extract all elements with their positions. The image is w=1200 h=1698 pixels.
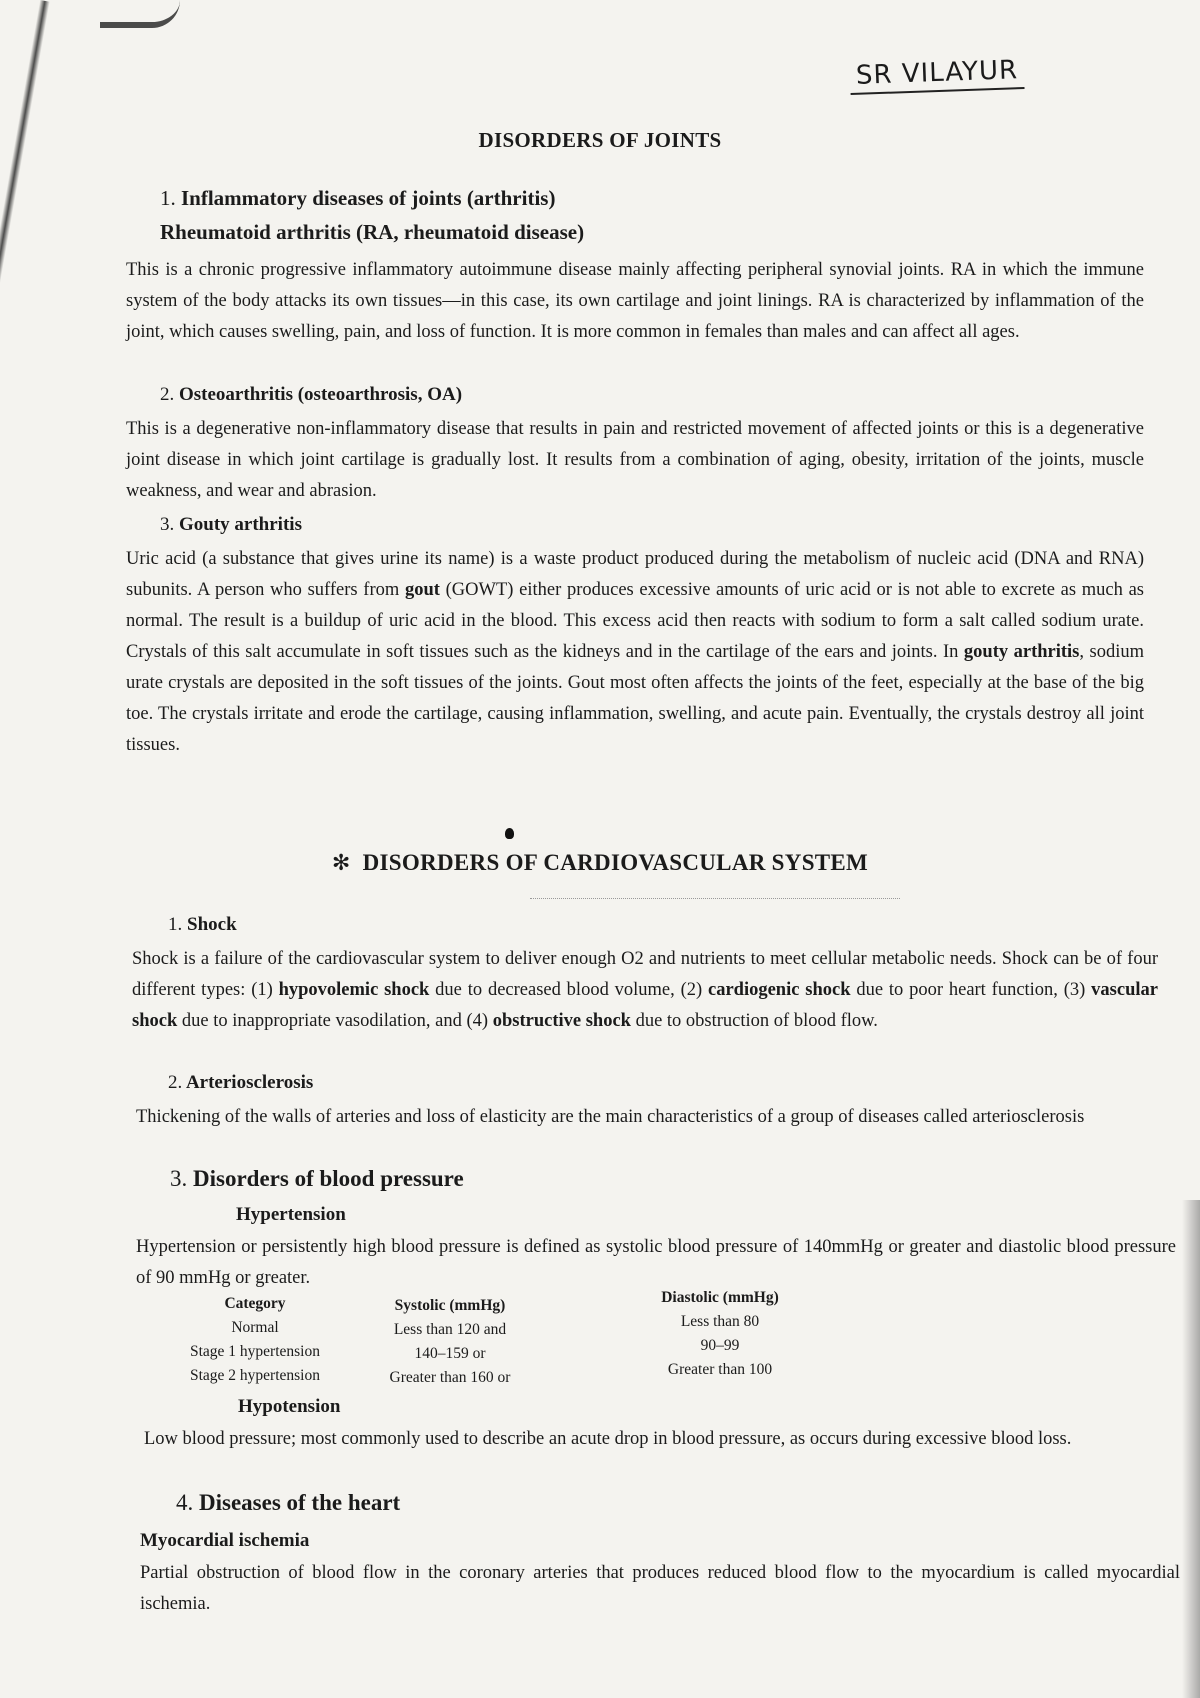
heading-number: 2.	[160, 384, 175, 405]
heading-blood-pressure	[170, 1166, 464, 1192]
heading-heart-diseases	[176, 1490, 400, 1516]
term-vascular-shock: vascular shock	[132, 980, 1158, 1031]
text-run: (GOWT) either produces excessive amounts of uric acid or is not able to excrete as much as normal. The result is a buildup of uric acid in the blood. This excess acid then reacts with sodium to form a salt called sodium urate. Crystals of this salt accumulate in soft tissues such as the kidneys and in the cartilage of the ears and joints. In	[126, 580, 1144, 662]
heading-gout	[160, 514, 302, 536]
heading-number: 4.	[176, 1490, 194, 1515]
corner-ink-mark	[100, 0, 180, 28]
heading-number: 3.	[170, 1166, 188, 1191]
paragraph-myocardial-ischemia: Partial obstruction of blood flow in the coronary arteries that produces reduced blood flow to the myocardium is called myocardial ischemia.	[140, 1563, 1180, 1614]
text-run: due to obstruction of blood flow.	[630, 1011, 878, 1031]
paragraph-ra: This is a chronic progressive inflammatory autoimmune disease mainly affecting peripheral synovial joints. RA in which the immune system of the body attacks its own tissues—in this case, its own cartilage and joint linings. RA is characterized by inflammation of the joint, which causes swelling, pain, and loss of function. It is more common in females than males and can affect all ages.	[126, 260, 1144, 342]
table-cell: Less than 120 and	[393, 1321, 507, 1338]
table-header: Category	[224, 1295, 286, 1312]
heading-text: Disorders of blood pressure	[193, 1166, 464, 1191]
ink-dot	[505, 828, 514, 839]
dotted-divider	[530, 898, 900, 899]
section-title-joints: DISORDERS OF JOINTS	[478, 128, 722, 152]
heading-text: Gouty arthritis	[179, 514, 302, 535]
text-run: due to inappropriate vasodilation, and (4)	[177, 1011, 493, 1031]
paragraph-arteriosclerosis: Thickening of the walls of arteries and loss of elasticity are the main characteristics of a group of diseases called arteriosclerosis	[136, 1107, 1085, 1127]
paragraph-shock	[132, 944, 1158, 1037]
text-run: Uric acid (a substance that gives urine its name) is a waste product produced during the metabolism of nucleic acid (DNA and RNA) subunits. A person who suffers from	[126, 549, 1144, 600]
table-column-category	[170, 1292, 340, 1388]
term-gouty-arthritis: gouty arthritis	[963, 642, 1080, 662]
term-cardiogenic-shock: cardiogenic shock	[708, 980, 851, 1000]
table-cell: Greater than 100	[667, 1361, 773, 1378]
section-title-cardiovascular	[0, 850, 1200, 876]
heading-shock	[168, 914, 237, 936]
heading-text: Shock	[187, 914, 237, 935]
term-obstructive-shock: obstructive shock	[492, 1011, 631, 1031]
heading-number: 2.	[168, 1072, 183, 1093]
heading-hypertension: Hypertension	[236, 1204, 346, 1225]
text-run: due to decreased blood volume, (2)	[429, 980, 708, 1000]
table-header: Systolic (mmHg)	[394, 1297, 506, 1314]
asterisk-icon: ✻	[331, 851, 351, 876]
scan-edge-shadow	[1182, 1200, 1200, 1698]
paragraph-hypertension: Hypertension or persistently high blood pressure is defined as systolic blood pressure of 140mmHg or greater and diastolic blood pressure of 90 mmHg or greater.	[136, 1237, 1176, 1288]
heading-ra: Rheumatoid arthritis (RA, rheumatoid disease)	[160, 220, 585, 244]
table-cell: 140–159 or	[414, 1345, 486, 1362]
heading-text: Inflammatory diseases of joints (arthritis)	[181, 186, 556, 210]
text-run: , sodium urate crystals are deposited in the soft tissues of the joints. Gout most often affects the joints of the feet, especially at the base of the big toe. The crystals irritate and erode the cartilage, causing inflammation, swelling, and acute pain. Eventually, the crystals destroy all joint tissues.	[126, 642, 1145, 755]
table-header: Diastolic (mmHg)	[661, 1289, 779, 1306]
heading-hypotension: Hypotension	[238, 1396, 341, 1417]
table-cell: Stage 2 hypertension	[189, 1367, 320, 1384]
term-gout: gout	[404, 580, 440, 600]
heading-number: 1.	[160, 186, 176, 210]
table-cell: Greater than 160 or	[389, 1369, 511, 1386]
heading-myocardial-ischemia: Myocardial ischemia	[140, 1530, 310, 1551]
term-hypovolemic-shock: hypovolemic shock	[278, 980, 430, 1000]
paragraph-hypotension: Low blood pressure; most commonly used to describe an acute drop in blood pressure, as occurs during excessive blood loss.	[144, 1429, 1072, 1449]
paragraph-oa: This is a degenerative non-inflammatory disease that results in pain and restricted movement of affected joints or this is a degenerative joint disease in which joint cartilage is gradually lost. It results from a combination of aging, obesity, irritation of the joints, muscle weakness, and wear and abrasion.	[126, 419, 1144, 501]
heading-number: 3.	[160, 514, 175, 535]
table-column-systolic	[365, 1294, 535, 1390]
text-run: Shock is a failure of the cardiovascular system to deliver enough O2 and nutrients to meet cellular metabolic needs. Shock can be of four different types: (1)	[132, 949, 1158, 1000]
heading-number: 1.	[168, 914, 183, 935]
paragraph-gout	[126, 544, 1144, 761]
table-cell: Less than 80	[680, 1313, 760, 1330]
author-signature: SR VILAYUR	[849, 55, 1024, 95]
table-column-diastolic	[630, 1286, 810, 1382]
heading-text: Arteriosclerosis	[185, 1072, 314, 1093]
text-run: due to poor heart function, (3)	[850, 980, 1092, 1000]
heading-arteriosclerosis	[168, 1072, 313, 1094]
table-cell: Stage 1 hypertension	[189, 1343, 320, 1360]
table-cell: Normal	[231, 1319, 279, 1336]
table-cell: 90–99	[700, 1337, 740, 1354]
heading-text: Diseases of the heart	[199, 1490, 401, 1515]
heading-oa	[160, 384, 462, 406]
section-title-text: DISORDERS OF CARDIOVASCULAR SYSTEM	[362, 850, 869, 875]
heading-arthritis	[160, 186, 555, 211]
heading-text: Osteoarthritis (osteoarthrosis, OA)	[179, 384, 463, 405]
